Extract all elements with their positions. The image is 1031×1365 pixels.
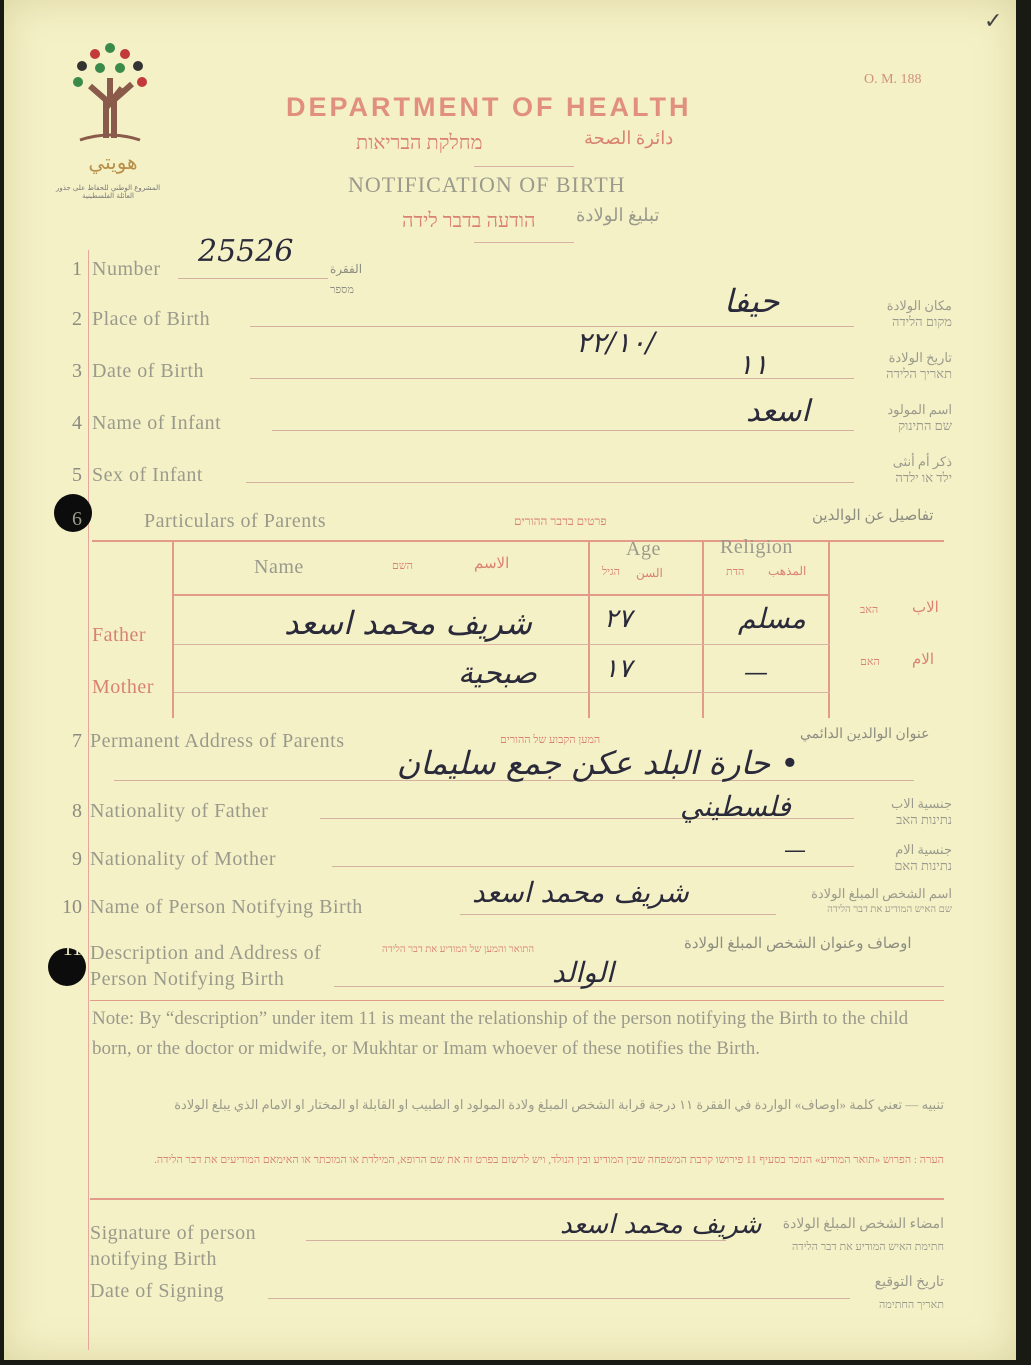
col-header-name-arabic: الاسم — [474, 556, 510, 572]
mother-name-value: صبحية — [458, 656, 538, 691]
logo-caption: المشروع الوطني للحفاظ على جذور العائلة الفلسطينية — [55, 184, 161, 200]
infant-name-value: اسعد — [746, 394, 810, 429]
note-top-border — [90, 1000, 944, 1001]
field-label-place: Place of Birth — [92, 308, 211, 330]
field-label-number: Number — [92, 258, 161, 280]
notifier-value: شريف محمد اسعد — [472, 876, 689, 909]
date-signing-underline — [268, 1298, 850, 1299]
notifier-arabic: اسم الشخص المبلغ الولادة — [811, 886, 952, 901]
father-name-value: شريف محمد اسعد — [284, 604, 532, 642]
father-nationality-value: فلسطيني — [680, 790, 791, 823]
number-underline — [178, 278, 328, 279]
mother-nationality-underline — [332, 866, 854, 867]
table-row-border — [174, 644, 830, 645]
infant-label-rtl — [854, 402, 952, 434]
address-arabic: عنوان الوالدين الدائمي — [800, 727, 930, 742]
sex-label-rtl — [854, 454, 952, 486]
col-header-name: Name — [254, 556, 304, 578]
col-header-age-arabic: السن — [636, 566, 663, 580]
subtitle-hebrew: הודעה בדבר לידה — [402, 210, 536, 232]
note-arabic: تنبيه — تعني كلمة «اوصاف» الواردة في الفقرة ١١ درجة قرابة الشخص المبلغ ولادة المولود او الطبيب او القابلة او المختار او الامام الذي يبلغ الولادة — [174, 1097, 944, 1112]
number-value: 25526 — [198, 234, 294, 269]
father-religion-value: مسلم — [738, 602, 806, 635]
field-number: 8 — [72, 800, 82, 822]
sex-arabic: ذكر أم أنثى — [892, 454, 952, 469]
mother-nationality-label-rtl — [854, 842, 952, 874]
field-label-notifier: Name of Person Notifying Birth — [90, 896, 363, 918]
mother-age-value: ١٧ — [604, 654, 632, 684]
field-number: 11 — [62, 938, 82, 960]
signature-value: شريف محمد اسعد — [560, 1210, 762, 1240]
notifier-underline — [460, 914, 776, 915]
field-label-mother-nationality: Nationality of Mother — [90, 848, 277, 870]
signature-hebrew: חתימת האיש המודיע את דבר הלידה — [791, 1241, 944, 1253]
field-number: 3 — [72, 360, 82, 382]
mother-religion-value: — — [744, 658, 768, 686]
date-signing-arabic: تاريخ التوقيع — [874, 1275, 944, 1290]
field-number: 4 — [72, 412, 82, 434]
form-subtitle: NOTIFICATION OF BIRTH — [348, 172, 626, 197]
date-value-year: ١١ — [738, 348, 769, 381]
father-label-hebrew: האב — [860, 604, 879, 616]
parents-heading-arabic: تفاصيل عن الوالدين — [812, 508, 934, 524]
description-underline — [334, 986, 944, 987]
sex-hebrew: ילד או ילדה — [895, 470, 952, 485]
place-value: حيفا — [724, 282, 780, 320]
col-header-religion-hebrew: הדת — [726, 566, 745, 578]
page-title: DEPARTMENT OF HEALTH — [286, 92, 692, 122]
field-number: 5 — [72, 464, 82, 486]
logo — [48, 38, 168, 213]
description-arabic: اوصاف وعنوان الشخص المبلغ الولادة — [684, 936, 912, 952]
date-hebrew: תאריך הלידה — [886, 366, 952, 381]
family-tree-icon — [60, 38, 160, 148]
infant-underline — [272, 430, 854, 431]
col-header-age-hebrew: הגיל — [602, 566, 620, 578]
table-header-border — [174, 594, 830, 596]
col-header-age: Age — [626, 538, 661, 560]
parents-heading: Particulars of Parents — [144, 510, 327, 532]
father-nationality-label-rtl — [854, 796, 952, 828]
sex-underline — [246, 482, 854, 483]
signature-label: Signature of person — [90, 1222, 257, 1244]
subtitle-divider — [474, 242, 574, 243]
col-header-name-hebrew: השם — [392, 560, 413, 572]
place-hebrew: מקום הלידה — [891, 314, 952, 329]
note-english: Note: By “description” under item 11 is meant the relationship of the person notifying the Birth to the child born, or the doctor or midwife, or Mukhtar or Imam whoever of these notifies the Birth. — [92, 1008, 909, 1059]
date-label-rtl — [854, 350, 952, 382]
infant-arabic: اسم المولود — [887, 402, 952, 417]
number-hebrew: מספר — [330, 284, 354, 296]
signature-arabic: امضاء الشخص المبلغ الولادة — [782, 1217, 944, 1232]
mother-nationality-value: — — [784, 838, 806, 863]
number-arabic: الفقرة — [330, 262, 363, 276]
date-value: ٢٢/١٠/ — [576, 326, 656, 359]
logo-text: هويتي — [88, 150, 138, 174]
signature-label-rtl — [694, 1214, 944, 1258]
col-header-religion-arabic: المذهب — [768, 564, 807, 578]
form-code: O. M. 188 — [864, 72, 922, 87]
father-nationality-arabic: جنسية الاب — [891, 796, 952, 811]
row-label-father: Father — [92, 624, 147, 646]
signature-underline — [306, 1240, 726, 1241]
mother-nationality-arabic: جنسية الام — [895, 842, 952, 857]
notifier-label-rtl — [752, 886, 952, 918]
date-signing-hebrew: תאריך החתימה — [878, 1299, 944, 1311]
mother-nationality-hebrew: נתינות האם — [894, 858, 952, 873]
address-hebrew: המען הקבוע של ההורים — [500, 734, 601, 746]
infant-hebrew: שם התינוק — [898, 418, 952, 433]
field-label-father-nationality: Nationality of Father — [90, 800, 269, 822]
father-nationality-hebrew: נתינות האב — [896, 812, 952, 827]
date-signing-label-rtl — [824, 1272, 944, 1316]
field-label-address: Permanent Address of Parents — [90, 730, 345, 752]
field-number: 2 — [72, 308, 82, 330]
place-underline — [250, 326, 854, 327]
signature-top-border — [90, 1198, 944, 1200]
birth-notification-form — [4, 0, 1016, 1360]
corner-mark: ✓ — [984, 8, 1003, 33]
title-hebrew: מחלקת הבריאות — [356, 132, 483, 154]
field-label-description: Description and Address of — [90, 942, 322, 964]
place-label-rtl — [854, 298, 952, 330]
mother-label-hebrew: האם — [860, 656, 880, 668]
date-arabic: تاريخ الولادة — [888, 350, 952, 365]
field-label-infant: Name of Infant — [92, 412, 222, 434]
father-label-arabic: الاب — [912, 600, 939, 616]
col-header-religion: Religion — [720, 536, 793, 558]
field-label-date: Date of Birth — [92, 360, 205, 382]
field-number: 1 — [72, 258, 82, 280]
title-divider — [474, 166, 574, 167]
place-arabic: مكان الولادة — [886, 298, 952, 313]
table-row-border — [174, 692, 830, 693]
margin-rule — [88, 250, 89, 1350]
field-label-description-2: Person Notifying Birth — [90, 968, 285, 990]
subtitle-arabic: تبليغ الولادة — [576, 205, 660, 225]
parents-heading-hebrew: פרטים בדבר ההורים — [514, 514, 607, 528]
mother-label-arabic: الام — [912, 652, 935, 668]
signature-label-2: notifying Birth — [90, 1248, 217, 1270]
row-label-mother: Mother — [92, 676, 154, 698]
address-value: • حارة البلد عكن جمع سليمان — [396, 744, 800, 782]
description-hebrew: התואר והמען של המודיע את דבר הלידה — [382, 944, 535, 955]
field-number: 7 — [72, 730, 82, 752]
field-label-sex: Sex of Infant — [92, 464, 203, 486]
description-value: الوالد — [552, 956, 614, 989]
field-number: 9 — [72, 848, 82, 870]
table-top-border — [92, 540, 944, 542]
note-hebrew: הערה : הפרוש «תואר המודיע» הנזכר בסעיף 11 פירושו קרבת המשפחה שבין המודיע ובין הנולד, ויש לרשום בפרט זה את שם הרופא, המילדת או המוכתר או האימאם המודיעים את דבר הלידה. — [154, 1154, 944, 1166]
father-age-value: ٢٧ — [604, 604, 632, 634]
field-number: 10 — [62, 896, 82, 918]
notifier-hebrew: שם האיש המודיע את דבר הלידה — [827, 904, 952, 915]
field-number: 6 — [72, 508, 82, 530]
date-signing-label: Date of Signing — [90, 1280, 225, 1302]
title-arabic: دائرة الصحة — [584, 128, 674, 148]
